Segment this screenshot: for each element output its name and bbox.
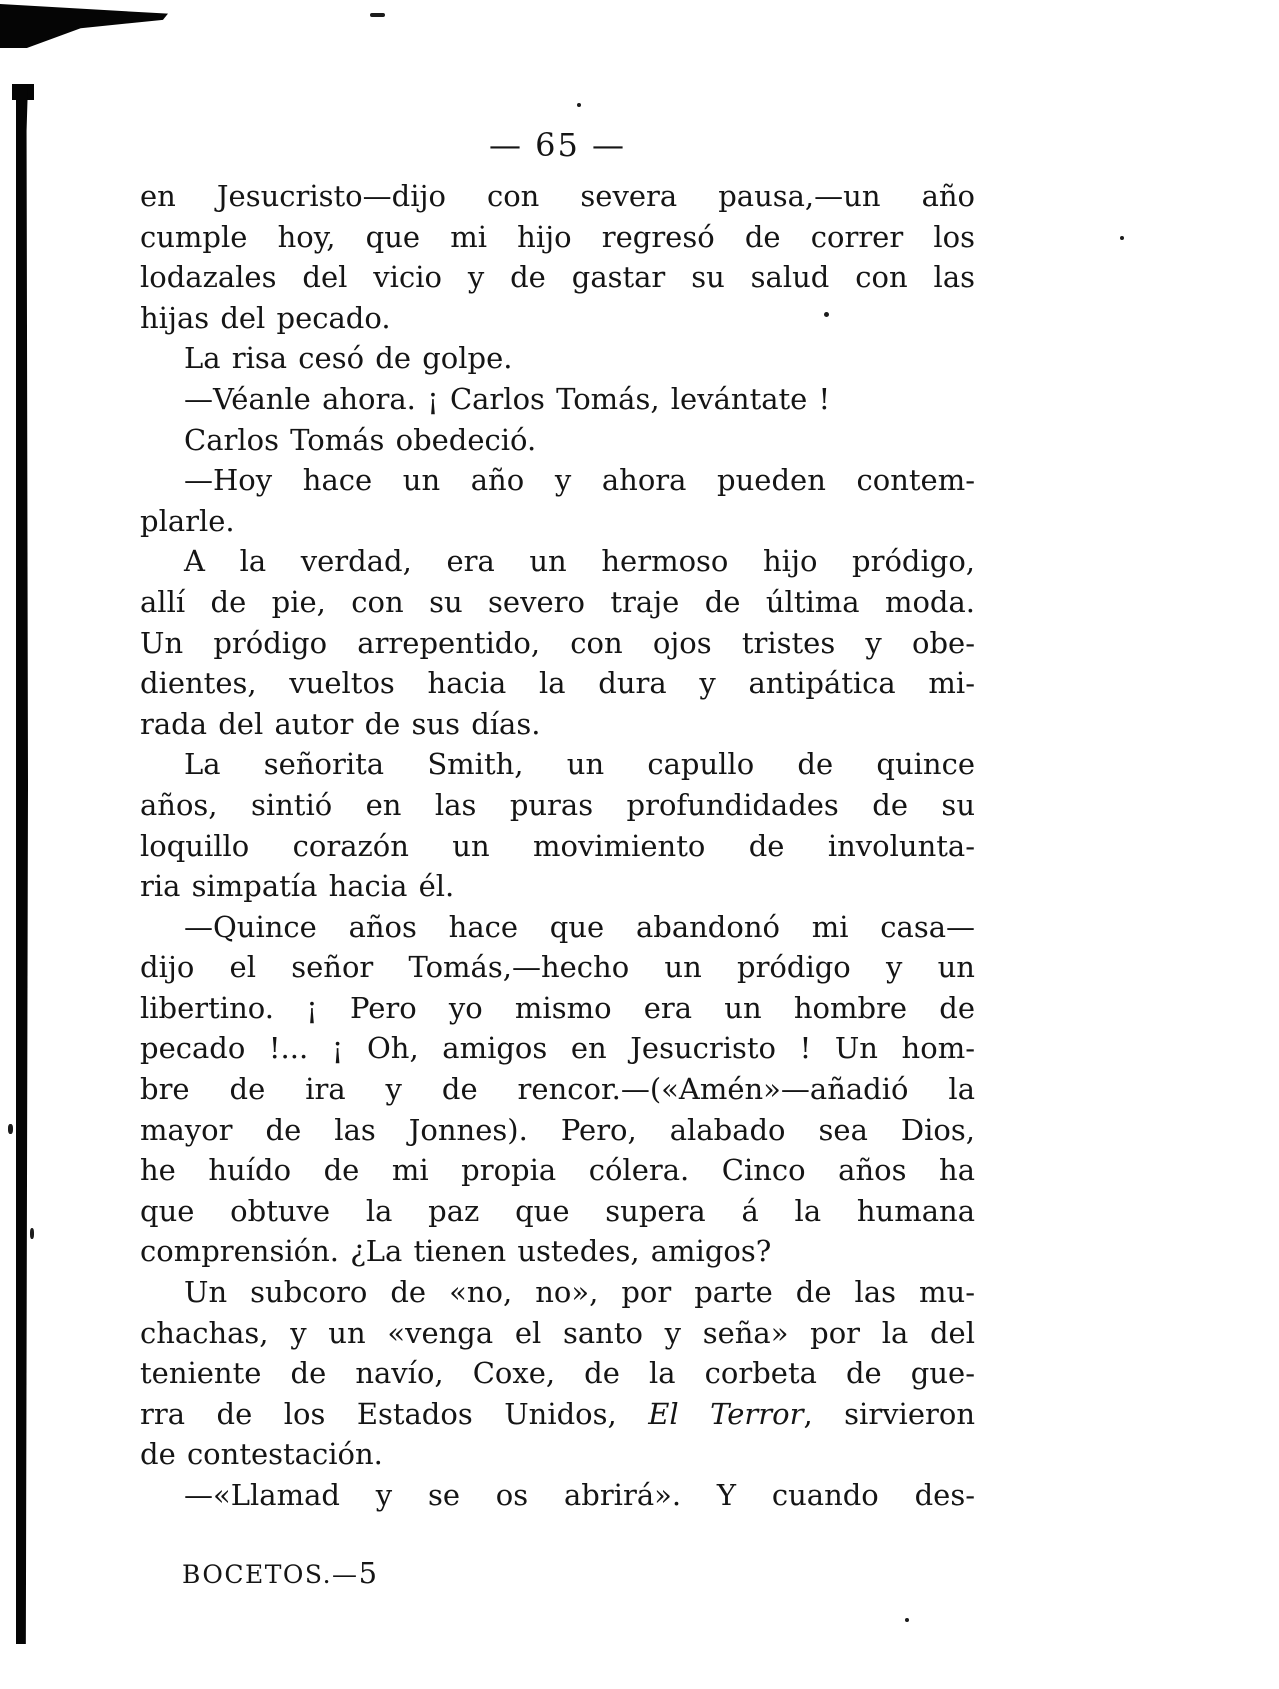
text-line — [140, 1231, 975, 1272]
text-line — [140, 1313, 975, 1354]
text-segment: Un subcoro de «no, no», por parte de las mu- — [184, 1275, 975, 1310]
text-segment: dijo el señor Tomás,—hecho un pródigo y un — [140, 950, 975, 985]
text-line — [140, 379, 975, 420]
text-line — [140, 501, 975, 542]
text-segment: , sirvieron — [803, 1396, 975, 1431]
text-segment: rra de los Estados Unidos, — [140, 1396, 649, 1431]
text-segment: Carlos Tomás obedeció. — [184, 422, 537, 457]
scan-artifact-top-wedge — [0, 4, 168, 48]
text-segment: lodazales del vicio y de gastar su salud con las — [140, 260, 975, 295]
scan-artifact-speck — [1120, 236, 1124, 240]
scan-artifact-speck — [370, 13, 385, 17]
text-line — [140, 1272, 975, 1313]
text-segment: —Véanle ahora. ¡ Carlos Tomás, levántate ! — [184, 381, 831, 416]
text-line — [140, 1028, 975, 1069]
scan-artifact-speck — [8, 1124, 13, 1134]
scan-artifact-speck — [905, 1618, 909, 1622]
text-block — [140, 176, 975, 1516]
text-segment: he huído de mi propia cólera. Cinco años ha — [140, 1153, 975, 1188]
text-segment: La risa cesó de golpe. — [184, 341, 513, 376]
text-line — [140, 257, 975, 298]
text-line — [140, 541, 975, 582]
text-line — [140, 1069, 975, 1110]
scan-artifact-speck — [30, 1228, 34, 1239]
text-segment: de contestación. — [140, 1437, 383, 1472]
text-segment: rada del autor de sus días. — [140, 706, 541, 741]
text-line — [140, 1475, 975, 1516]
text-segment: allí de pie, con su severo traje de última moda. — [140, 584, 975, 619]
text-line — [140, 947, 975, 988]
paragraph — [140, 744, 975, 906]
paragraph — [140, 379, 975, 420]
text-line — [140, 1434, 975, 1475]
text-segment: comprensión. ¿La tienen ustedes, amigos? — [140, 1234, 772, 1269]
text-line — [140, 988, 975, 1029]
text-segment: bre de ira y de rencor.—(«Amén»—añadió la — [140, 1072, 975, 1107]
text-segment: —Hoy hace un año y ahora pueden contem- — [184, 463, 975, 498]
text-line — [140, 338, 975, 379]
footer-sheet-number: 5 — [358, 1556, 378, 1590]
text-segment: cumple hoy, que mi hijo regresó de correr los — [140, 219, 975, 254]
text-line — [140, 744, 975, 785]
text-line — [140, 1191, 975, 1232]
scan-artifact-left-bar — [16, 84, 28, 1644]
text-segment: ria simpatía hacia él. — [140, 869, 455, 904]
paragraph — [140, 907, 975, 1272]
text-line — [140, 623, 975, 664]
footer-series-label: BOCETOS.— — [182, 1560, 359, 1589]
scan-artifact-speck — [577, 103, 581, 107]
paragraph — [140, 338, 975, 379]
paragraph — [140, 1475, 975, 1516]
text-segment: libertino. ¡ Pero yo mismo era un hombre de — [140, 990, 975, 1025]
text-line — [140, 704, 975, 745]
text-line — [140, 785, 975, 826]
text-segment: plarle. — [140, 503, 235, 538]
text-segment: chachas, y un «venga el santo y seña» por la del — [140, 1315, 975, 1350]
paragraph — [140, 420, 975, 461]
text-segment: —Quince años hace que abandonó mi casa— — [184, 909, 975, 944]
text-segment: —«Llamad y se os abrirá». Y cuando des- — [184, 1478, 975, 1512]
paragraph — [140, 1272, 975, 1475]
text-line — [140, 217, 975, 258]
text-segment: mayor de las Jonnes). Pero, alabado sea Dios, — [140, 1112, 975, 1147]
text-segment: teniente de navío, Coxe, de la corbeta de gue- — [140, 1356, 975, 1391]
text-segment: pecado !... ¡ Oh, amigos en Jesucristo ! Un hom- — [140, 1031, 975, 1066]
italic-text: El Terror — [648, 1396, 804, 1431]
text-segment: La señorita Smith, un capullo de quince — [184, 747, 975, 782]
text-segment: A la verdad, era un hermoso hijo pródigo, — [184, 544, 975, 579]
text-segment: años, sintió en las puras profundidades de su — [140, 787, 975, 822]
paragraph — [140, 176, 975, 338]
text-segment: dientes, vueltos hacia la dura y antipática mi- — [140, 666, 975, 701]
text-segment: que obtuve la paz que supera á la humana — [140, 1193, 975, 1228]
text-segment: loquillo corazón un movimiento de involunta- — [140, 828, 975, 863]
text-line — [140, 866, 975, 907]
text-line — [140, 1110, 975, 1151]
text-line — [140, 907, 975, 948]
text-line — [140, 1353, 975, 1394]
text-line — [140, 582, 975, 623]
footer-signature — [182, 1556, 377, 1590]
text-line — [140, 420, 975, 461]
text-line — [140, 1150, 975, 1191]
text-line — [140, 1394, 975, 1435]
text-segment: Un pródigo arrepentido, con ojos tristes y obe- — [140, 625, 975, 660]
page-number: — 65 — — [488, 126, 627, 164]
text-line — [140, 176, 975, 217]
text-line — [140, 298, 975, 339]
paragraph — [140, 460, 975, 541]
paragraph — [140, 541, 975, 744]
text-line — [140, 460, 975, 501]
text-segment: en Jesucristo—dijo con severa pausa,—un año — [140, 179, 975, 213]
text-segment: hijas del pecado. — [140, 300, 391, 335]
text-line — [140, 826, 975, 867]
text-line — [140, 663, 975, 704]
